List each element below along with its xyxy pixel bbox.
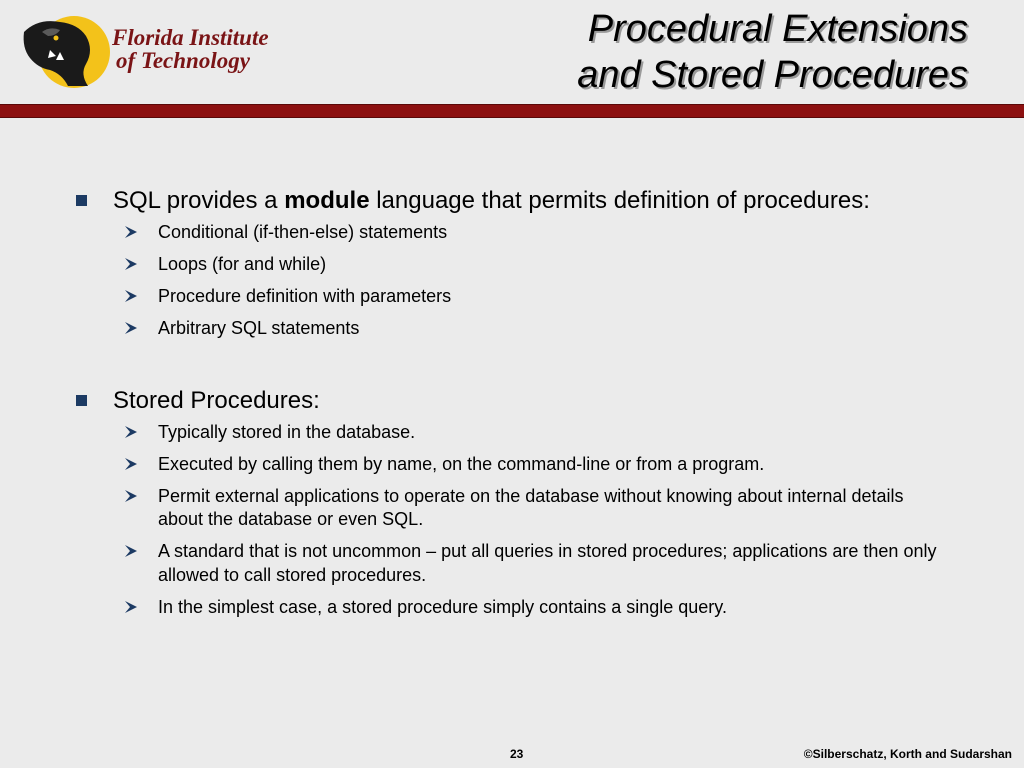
page-number: 23 xyxy=(510,747,524,761)
title-line-2: and Stored Procedures xyxy=(577,54,968,96)
sub-bullet-text: A standard that is not uncommon – put all queries in stored procedures; applications are then only allowed to call stored procedures. xyxy=(158,541,937,585)
title-line-1: Procedural Extensions xyxy=(587,8,968,50)
sub-bullet-text: Arbitrary SQL statements xyxy=(158,318,360,338)
logo-wordmark xyxy=(112,26,287,72)
sub-bullet xyxy=(124,221,956,245)
bullet-text xyxy=(113,185,870,217)
sub-bullet xyxy=(124,285,956,309)
fit-logo xyxy=(20,12,269,90)
arrow-bullet-icon xyxy=(124,425,138,439)
arrow-bullet-icon xyxy=(124,544,138,558)
bullet-text-post: language that permits definition of procedures: xyxy=(369,187,870,214)
sub-bullet-text: Permit external applications to operate on the database without knowing about internal details about the database or even SQL. xyxy=(158,485,904,529)
logo-line-1: Florida Institute xyxy=(112,25,269,50)
square-bullet-icon xyxy=(76,395,87,406)
sub-bullet-text: Loops (for and while) xyxy=(158,254,327,274)
title-divider-bar xyxy=(0,104,1024,118)
sub-bullet-text: In the simplest case, a stored procedure simply contains a single query. xyxy=(158,596,727,617)
sub-bullet xyxy=(124,421,956,445)
sub-bullet xyxy=(124,540,956,587)
sub-bullet-text: Procedure definition with parameters xyxy=(158,286,452,306)
arrow-bullet-icon xyxy=(124,489,138,503)
bullet-text: Stored Procedures: xyxy=(113,386,320,414)
sub-bullet-text: Executed by calling them by name, on the command-line or from a program. xyxy=(158,453,765,474)
bullet-stored-procedures xyxy=(76,385,956,417)
slide-title xyxy=(577,6,968,98)
sub-bullet xyxy=(124,317,956,341)
bullet-module-language xyxy=(76,185,956,217)
arrow-bullet-icon xyxy=(124,600,138,614)
arrow-bullet-icon xyxy=(124,457,138,471)
arrow-bullet-icon xyxy=(124,225,138,239)
sub-bullet-text: Typically stored in the database. xyxy=(158,421,416,442)
square-bullet-icon xyxy=(76,195,87,206)
bullet-gap xyxy=(76,341,956,385)
copyright-notice: ©Silberschatz, Korth and Sudarshan xyxy=(803,747,1012,761)
sub-bullet xyxy=(124,596,956,620)
sub-bullet xyxy=(124,453,956,477)
sub-bullet xyxy=(124,253,956,277)
logo-line-2: of Technology xyxy=(116,48,250,73)
bullet-text-pre: SQL provides a xyxy=(113,187,285,214)
sub-bullet-text: Conditional (if-then-else) statements xyxy=(158,222,448,242)
arrow-bullet-icon xyxy=(124,257,138,271)
arrow-bullet-icon xyxy=(124,289,138,303)
panther-logo-icon xyxy=(20,12,120,90)
arrow-bullet-icon xyxy=(124,321,138,335)
bullet-text-bold: module xyxy=(284,187,370,214)
sub-bullet xyxy=(124,485,956,532)
slide-body xyxy=(76,185,956,619)
